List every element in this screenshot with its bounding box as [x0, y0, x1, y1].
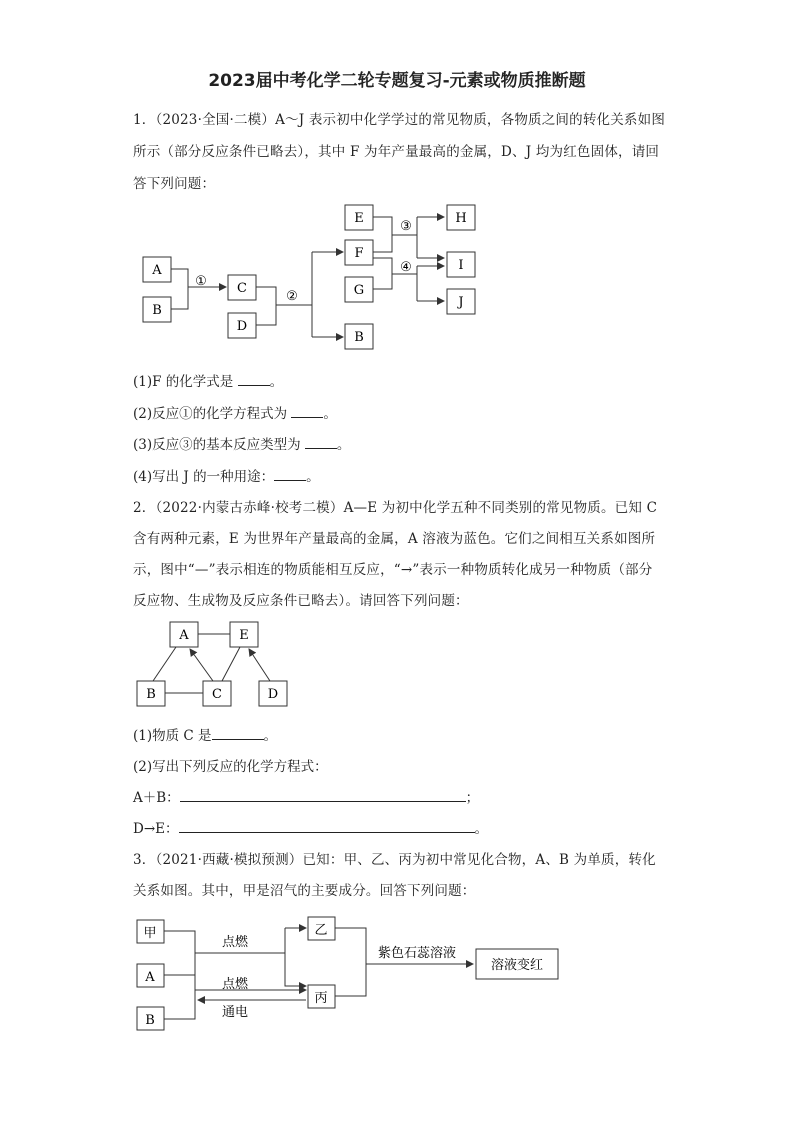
q3-node-b: B	[145, 1013, 155, 1028]
q2-sub-4-text: D→E：	[133, 821, 179, 837]
q2-line-3: 示，图中“—”表示相连的物质能相互反应，“→”表示一种物质转化成另一种物质（部分	[133, 562, 653, 578]
q2-line-4: 反应物、生成物及反应条件已略去）。请回答下列问题：	[133, 593, 469, 609]
q1-reaction-2: ②	[286, 289, 298, 304]
q1-reaction-3: ③	[400, 219, 412, 234]
q2-node-c: C	[212, 687, 222, 702]
q1-node-i: I	[458, 258, 464, 273]
q1-sub-4-text: (4)写出 J 的一种用途：	[133, 469, 275, 485]
q2-sub-1-blank[interactable]	[212, 727, 264, 740]
q1-reaction-1: ①	[195, 274, 207, 289]
q2-node-b: B	[146, 687, 156, 702]
q1-node-b: B	[152, 303, 162, 318]
q1-line-1: 1．（2023·全国·二模）A～J 表示初中化学学过的常见物质，各物质之间的转化关系如图	[133, 112, 666, 128]
q2-sub-3-text: A＋B：	[133, 790, 180, 806]
q2-sub-4	[133, 817, 488, 837]
q3-label-litmus: 紫色石蕊溶液	[377, 946, 457, 961]
q1-sub-3-blank[interactable]	[305, 436, 337, 449]
q1-sub-3	[133, 433, 350, 453]
q1-reaction-4: ④	[400, 260, 412, 275]
q3-node-result: 溶液变红	[490, 958, 544, 973]
q2-sub-3	[133, 786, 479, 806]
q1-node-h: H	[455, 211, 467, 226]
q1-sub-3-text: (3)反应③的基本反应类型为	[133, 437, 301, 453]
q2-line-2: 含有两种元素，E 为世界年产量最高的金属，A 溶液为蓝色。它们之间相互关系如图所	[133, 531, 656, 547]
q2-sub-1-tail: 。	[263, 728, 278, 744]
q2-node-d: D	[267, 687, 279, 702]
q3-node-jia: 甲	[143, 926, 157, 941]
q1-node-g: G	[353, 283, 365, 298]
q1-sub-1-text: (1)F 的化学式是	[133, 374, 234, 390]
q1-node-b2: B	[354, 330, 364, 345]
q1-node-e: E	[354, 211, 364, 226]
q1-flow-diagram	[130, 200, 490, 355]
q1-sub-4-tail: 。	[306, 469, 320, 485]
q3-node-yi: 乙	[314, 923, 328, 938]
q1-node-a: A	[152, 263, 162, 278]
q1-sub-4-blank[interactable]	[274, 468, 306, 481]
q3-line-2: 关系如图。其中，甲是沼气的主要成分。回答下列问题：	[133, 883, 476, 899]
q1-node-d: D	[236, 319, 248, 334]
q1-sub-2-tail: 。	[323, 406, 337, 422]
q2-sub-4-blank[interactable]	[179, 820, 475, 833]
q3-node-bing: 丙	[314, 991, 328, 1006]
q2-sub-3-tail: ；	[465, 790, 480, 806]
q1-sub-2-blank[interactable]	[291, 405, 323, 418]
q3-node-a: A	[145, 970, 155, 985]
q2-sub-2-text: (2)写出下列反应的化学方程式：	[133, 759, 328, 775]
q3-label-ignite-1: 点燃	[221, 935, 249, 950]
q1-sub-2	[133, 402, 337, 422]
q2-sub-1-text: (1)物质 C 是	[133, 728, 212, 744]
q1-sub-1	[133, 370, 283, 390]
q3-flow-diagram	[130, 910, 570, 1035]
q1-sub-4	[133, 465, 320, 485]
q1-sub-1-blank[interactable]	[238, 373, 270, 386]
q3-label-electrolysis: 通电	[221, 1005, 249, 1020]
q2-node-a: A	[179, 628, 189, 643]
q2-sub-2	[133, 755, 328, 775]
q1-line-2: 所示（部分反应条件已略去），其中 F 为年产量最高的金属，D、J 均为红色固体，请回	[133, 144, 660, 160]
q2-sub-1	[133, 724, 277, 744]
q1-line-3: 答下列问题：	[133, 176, 216, 192]
q1-node-j: J	[458, 295, 464, 310]
q2-sub-3-blank[interactable]	[180, 789, 466, 802]
q2-sub-4-tail: 。	[474, 821, 488, 837]
page-title: 2023届中考化学二轮专题复习-元素或物质推断题	[208, 71, 586, 91]
q2-line-1: 2．（2022·内蒙古赤峰·校考二模）A—E 为初中化学五种不同类别的常见物质。已知 C	[133, 500, 658, 516]
q2-node-e: E	[239, 628, 249, 643]
q1-sub-3-tail: 。	[336, 437, 351, 453]
q1-node-c: C	[237, 281, 247, 296]
q2-relation-diagram	[130, 615, 300, 710]
q3-line-1: 3．（2021·西藏·模拟预测）已知：甲、乙、丙为初中常见化合物，A、B 为单质，转化	[133, 852, 656, 868]
q3-label-ignite-2: 点燃	[221, 977, 249, 992]
q1-sub-2-text: (2)反应①的化学方程式为	[133, 406, 288, 422]
q1-sub-1-tail: 。	[269, 374, 284, 390]
q1-node-f: F	[354, 246, 364, 261]
